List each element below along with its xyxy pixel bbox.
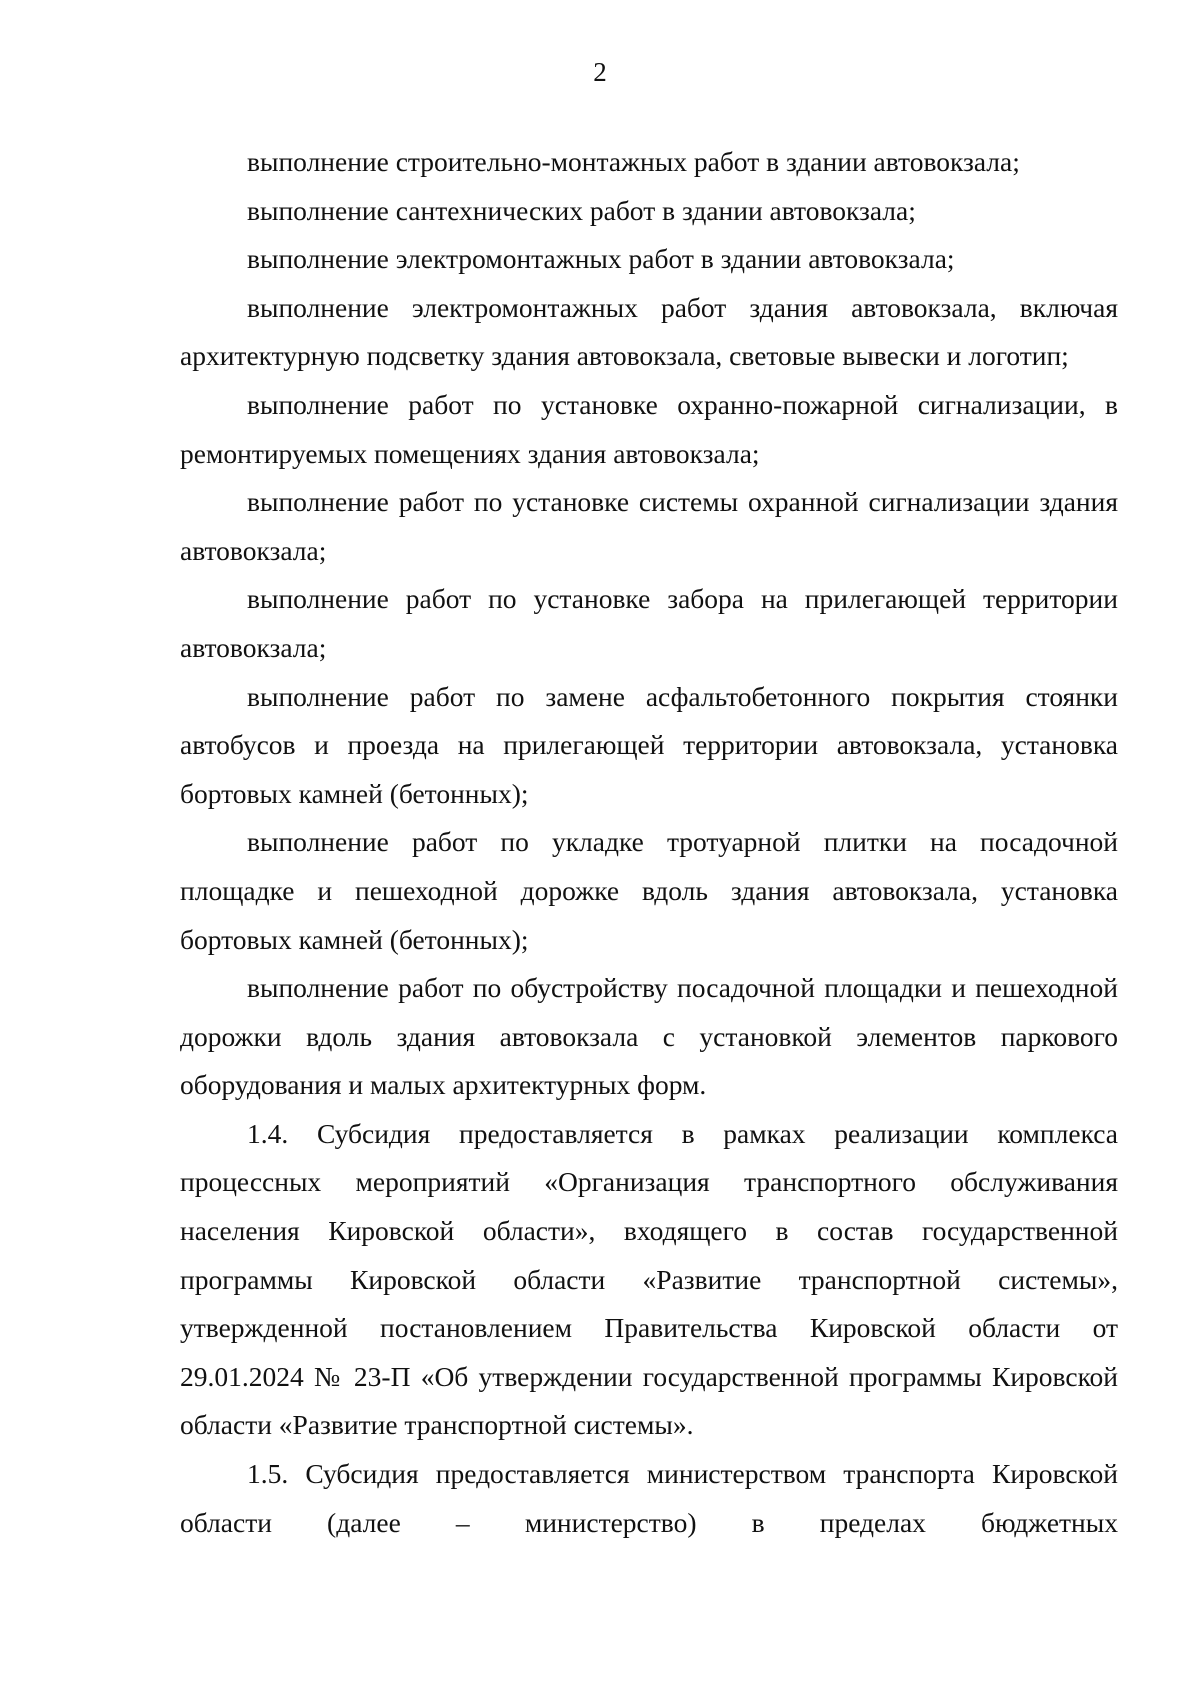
paragraph: 1.4. Субсидия предоставляется в рамках реализации комплекса процессных мероприятий «Организация транспортного обслуживания населения Кировской области», входящего в состав государственной программы Кировской области «Развитие транспортной системы», утвержденной постановлением Правительства Кировской области от 29.01.2024 № 23-П «Об утверждении государственной программы Кировской области «Развитие транспортной системы». [180,1117,1118,1441]
document-body [180,138,1118,1547]
paragraph: выполнение работ по обустройству посадочной площадки и пешеходной дорожки вдоль здания автовокзала с установкой элементов паркового оборудования и малых архитектурных форм. [180,972,1118,1101]
paragraph: выполнение сантехнических работ в здании автовокзала; [247,194,916,226]
paragraph: выполнение строительно-монтажных работ в здании автовокзала; [247,146,1020,177]
paragraph: выполнение работ по установке системы охранной сигнализации здания автовокзала; [180,486,1118,566]
paragraph: выполнение электромонтажных работ здания автовокзала, включая архитектурную подсветку здания автовокзала, световые вывески и логотип; [180,291,1118,372]
paragraph: выполнение работ по укладке тротуарной плитки на посадочной площадке и пешеходной дорожке вдоль здания автовокзала, установка бортовых камней (бетонных); [180,826,1118,955]
page-number: 2 [593,57,607,87]
paragraph: выполнение электромонтажных работ в здании автовокзала; [247,243,955,275]
paragraph: выполнение работ по установке охранно-пожарной сигнализации, в ремонтируемых помещениях здания автовокзала; [180,388,1118,469]
paragraph: выполнение работ по замене асфальтобетонного покрытия стоянки автобусов и проезда на прилегающей территории автовокзала, установка бортовых камней (бетонных); [180,680,1118,809]
paragraph: 1.5. Субсидия предоставляется министерством транспорта Кировской области (далее – министерство) в пределах бюджетных [180,1458,1118,1538]
paragraph: выполнение работ по установке забора на прилегающей территории автовокзала; [180,583,1118,663]
